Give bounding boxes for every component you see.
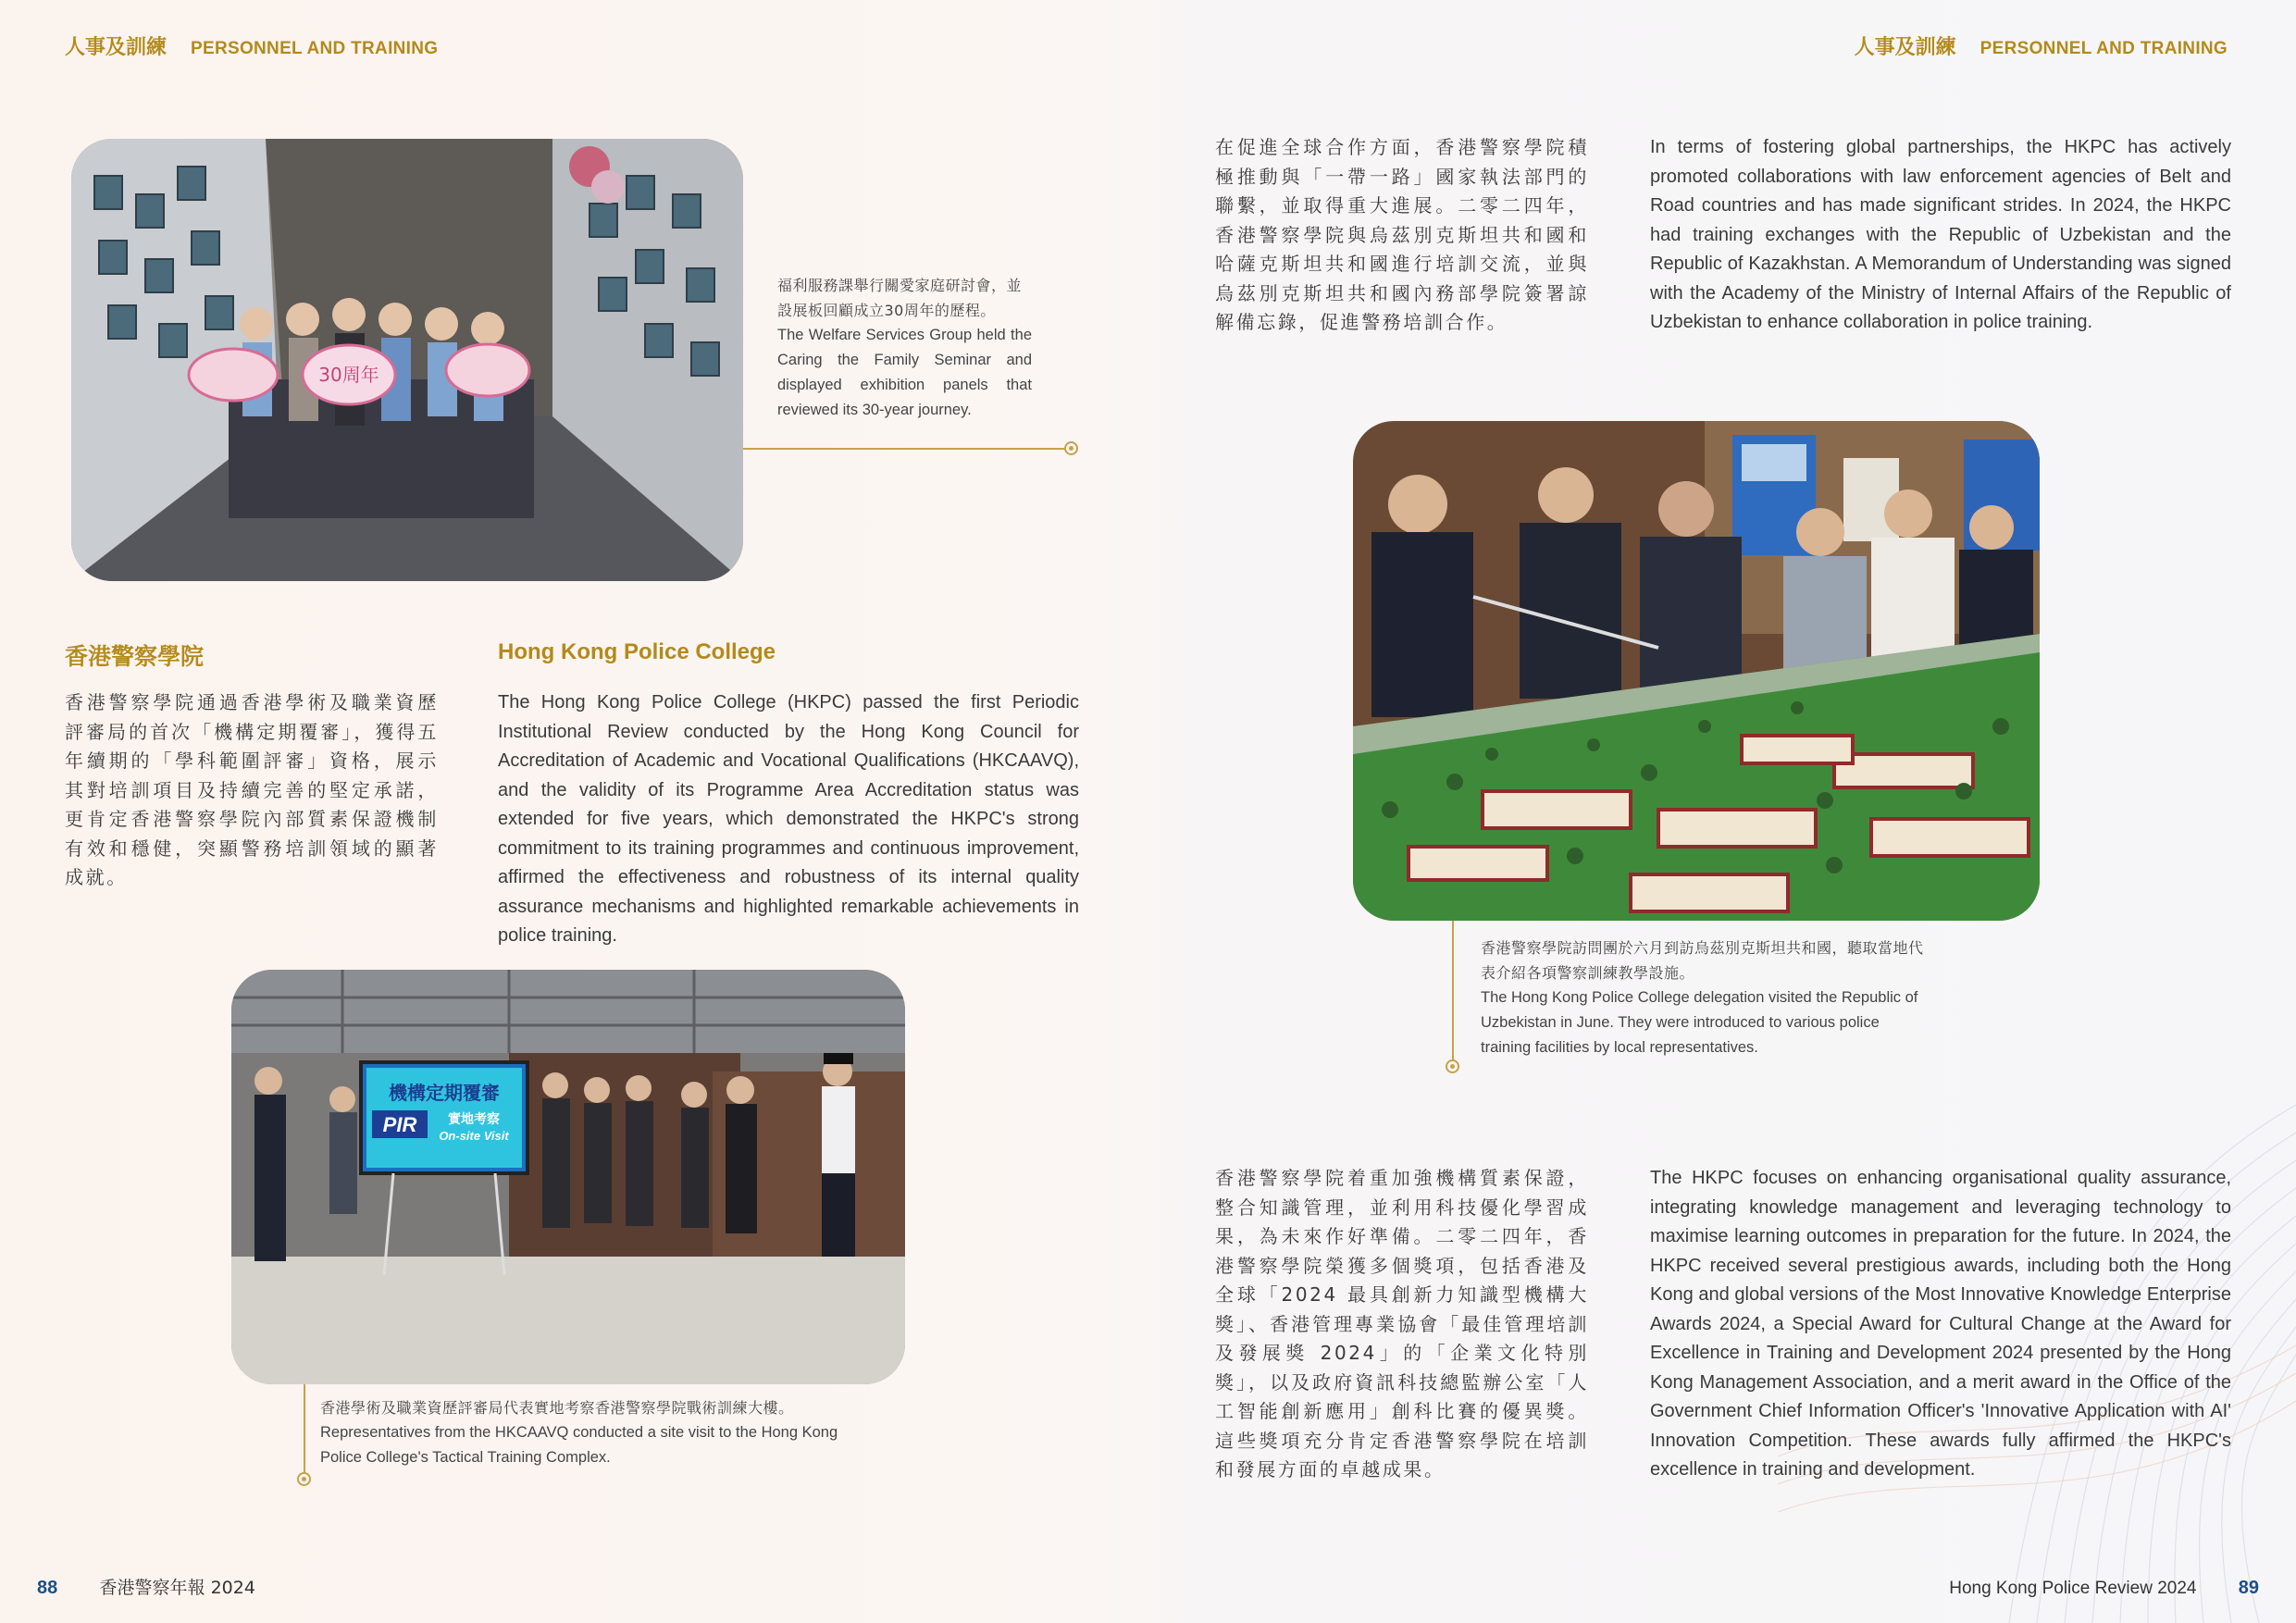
caption-en: The Hong Kong Police College delegation visited the Republic of Uzbekistan in June. They were introduced to various police training facilities by local representatives. bbox=[1481, 989, 1918, 1056]
uzbekistan-visit-caption bbox=[1481, 935, 1925, 1060]
footer-title-right: Hong Kong Police Review 2024 bbox=[1949, 1579, 2197, 1598]
caption-zh: 福利服務課舉行關愛家庭研討會，並設展板回顧成立30周年的歷程。 bbox=[777, 277, 1023, 319]
caption-connector-line bbox=[1452, 921, 1454, 1065]
college-title-zh: 香港警察學院 bbox=[65, 643, 205, 670]
screen-visit-zh: 實地考察 bbox=[448, 1112, 500, 1127]
welfare-seminar-caption bbox=[777, 273, 1032, 423]
quality-body-zh: 香港警察學院着重加強機構質素保證，整合知識管理，並利用科技優化學習成果，為未來作好準備。二零二四年，香港警察學院榮獲多個獎項，包括香港及全球「2024 最具創新力知識型機構大獎」、香港管理專業協會「最佳管理培訓及發展獎 2024」的「企業文化特別獎」，以及政府資訊科技總監辦公室「人工智能創新應用」創科比賽的優異獎。這些獎項充分肯定香港警察學院在培訓和發展方面的卓越成果。 bbox=[1215, 1167, 1589, 1481]
footer-title-left: 香港警察年報 2024 bbox=[99, 1578, 255, 1598]
footer-left bbox=[37, 1574, 255, 1599]
page-number-right: 89 bbox=[2238, 1578, 2259, 1598]
caption-zh: 香港警察學院訪問團於六月到訪烏茲別克斯坦共和國，聽取當地代表介紹各項警察訓練教學設施。 bbox=[1481, 939, 1924, 982]
caption-en: Representatives from the HKCAAVQ conducted a site visit to the Hong Kong Police College's Tactical Training Complex. bbox=[320, 1424, 838, 1466]
uzbekistan-visit-photo bbox=[1353, 421, 2040, 921]
caption-connector-line bbox=[743, 448, 1069, 450]
welfare-seminar-photo bbox=[71, 139, 743, 581]
caption-zh: 香港學術及職業資歷評審局代表實地考察香港警察學院戰術訓練大樓。 bbox=[320, 1399, 794, 1417]
caption-connector-dot bbox=[1064, 441, 1078, 455]
quality-body-en: The HKPC focuses on enhancing organisational quality assurance, integrating knowledge management and leveraging technology to maximise learning outcomes in preparation for the future. In 2024, the HKPC received several prestigious awards, including both the Hong Kong and global versions of the Most Innovative Knowledge Enterprise Awards 2024, a Special Award for Cultural Change at the Award for Excellence in Training and Development 2024 presented by the Hong Kong Management Association, and a merit award in the Office of the Government Chief Information Officer's 'Innovative Application with AI' Innovation Competition. These awards fully affirmed the HKPC's excellence in training and development. bbox=[1650, 1168, 2231, 1480]
college-body-en: The Hong Kong Police College (HKPC) passed the first Periodic Institutional Review conducted by the Hong Kong Council for Accreditation of Academic and Vocational Qualifications (HKCAAVQ), and the validity of its Programme Area Accreditation status was extended for five years, which demonstrated the HKPC's strong commitment to its training programmes and continuous improvement, affirmed the effectiveness and robustness of its internal quality assurance mechanisms and highlighted remarkable achievements in police training. bbox=[498, 692, 1079, 946]
caption-en: The Welfare Services Group held the Caring the Family Seminar and displayed exhibition panels that reviewed its 30-year journey. bbox=[777, 327, 1032, 418]
header-left bbox=[65, 31, 438, 60]
caption-connector-dot bbox=[1446, 1059, 1459, 1073]
header-right bbox=[1855, 31, 2228, 60]
section-label-zh: 人事及訓練 bbox=[1854, 36, 1956, 59]
partnership-body-en: In terms of fostering global partnerships, the HKPC has actively promoted collaborations with law enforcement agencies of Belt and Road countries and has made significant strides. In 2024, the HKPC had training exchanges with the Republic of Uzbekistan and the Republic of Kazakhstan. A Memorandum of Understanding was signed with the Academy of the Ministry of Internal Affairs of the Republic of Uzbekistan to enhance collaboration in police training. bbox=[1650, 137, 2231, 332]
screen-title: 機構定期覆審 bbox=[389, 1082, 500, 1104]
page-number-left: 88 bbox=[37, 1578, 58, 1598]
sign-text: 30周年 bbox=[318, 364, 379, 386]
college-body-zh: 香港警察學院通過香港學術及職業資歷評審局的首次「機構定期覆審」，獲得五年續期的「學科範圍評審」資格，展示其對培訓項目及持續完善的堅定承諾，更肯定香港警察學院內部質素保證機制有效和穩健，突顯警務培訓領域的顯著成就。 bbox=[65, 691, 439, 888]
screen-pir: PIR bbox=[382, 1113, 417, 1136]
footer-right bbox=[1949, 1578, 2259, 1599]
section-label-en: PERSONNEL AND TRAINING bbox=[1980, 39, 2228, 58]
caption-connector-dot bbox=[297, 1472, 311, 1486]
college-title-en: Hong Kong Police College bbox=[498, 639, 776, 664]
pir-site-visit-caption bbox=[320, 1395, 838, 1470]
screen-visit-en: On-site Visit bbox=[439, 1129, 509, 1143]
pir-site-visit-photo bbox=[231, 970, 905, 1384]
partnership-body-zh: 在促進全球合作方面，香港警察學院積極推動與「一帶一路」國家執法部門的聯繫，並取得重大進展。二零二四年，香港警察學院與烏茲別克斯坦共和國和哈薩克斯坦共和國進行培訓交流，並與烏茲別克斯坦共和國內務部學院簽署諒解備忘錄，促進警務培訓合作。 bbox=[1215, 136, 1589, 333]
section-label-en: PERSONNEL AND TRAINING bbox=[191, 39, 439, 58]
section-label-zh: 人事及訓練 bbox=[65, 36, 168, 59]
caption-connector-line bbox=[304, 1384, 305, 1477]
